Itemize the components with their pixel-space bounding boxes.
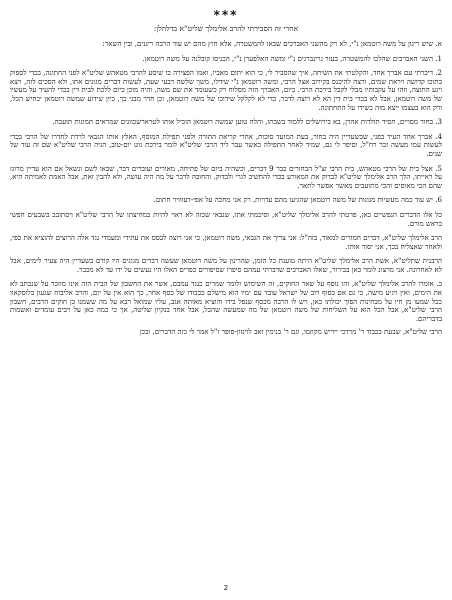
- paragraph-item-4: 4. אברך אחד העיד בפני, שכשעדיין היה בחור, בעת המועד סוכות, אחרי קריאת התורה ולפני תפילת המוסף, האלץ אותו הגבאי לרדת לחדרו של הרבי בכדי לעשות עמו מעשה זכר רח"ל, וסיפר לי גם, שמיד לאחר התפילה כאשר עבר ליד הרבי שליט"א לומר בירכת גוט יום-טוב, הגיה הרבי שליט"א שם זה עוד של שנים.: [10, 131, 442, 158]
- paragraph-item-5: 5. אצל בית של הרבי מטאהש, בית הרבי זצ"ל הבחורים כבר 9 דברים, וכשהיה ביום של פתיחה, מאורים ועוברים דבר, שבאו לשם ונשאל אם הוא עדיין מרוגז על ראייתו, הלך הרב אלימלך שליט"א לבדוק את המאורע בכדי להחשיב לגרי ולבדוק. והחובה לדבר על מה היה עושה, ולא להבין זאת, אבל האמת לאמיתה היא, שהם הכי מאוסים והכי מתועבים מאשר אפשר לתאר.: [10, 163, 442, 190]
- paragraph-item-6: 6. יש עוד כמה מעשיות מגונות של משה רוטמאן שהגיעו מהם עדויות, רק אני מחכה על אפי-דעווויר חתום.: [153, 195, 442, 205]
- paragraph-rebbetzin: הרבנית שתליט"א, אשת הרב אלימלך שליט"א היתה טוענת כל הזמן, שהרינון על משה רוטמאן שעשה דברים מגונים היו קודם כשעדיין היה צעיר לימים, אבל לא לאחרונה. אני מרצונ לומר כאן בבירור, שאלו האברכים שדברתי עמהם סיפרו שסיפורים כפרים האלו היו נעשים על ידו עד לא מכבר.: [10, 256, 442, 274]
- paragraph-summary: כל אלו הדברים הנפשיים כאן, פרטתי להרב אלימלך שליט"א, וסיכמתי אתו, שנבאי שכזה לא ראוי להיות במחיצתו של הרבי שליט"א ויסתובב בשבעים חפשי בראש מורם.: [10, 209, 442, 228]
- document-body: [10, 40, 442, 342]
- paragraph-item-2: 2. דיברתי עם אברך אחד, והקלטתי את השיחה, איך שהסביר לי, כי הוא יתום מאביו, ואמו הפצירה בו שיסע להרבי מטאהש שליט"א לפני החתונה, בכדי לספוק בתוכו קדושה ויראת שמים, ורצה להיכנס בקירוב אצל הרבי, ומשה רוטמאן נ"י שידלו, משך שלשה רבעי שעה, לעשות דברים מגונים אתו, ולא הסכים לזה, ויצא ויגע התוצה, וזהו על עקבותיו מבלי לקבל בירכת הרבי. כיום, האברך הזה מסלוח רק כשעומד את שם משה, והיה מוכן כיום ללכת לבית דין בכדי להעיד על מעשיו של משה רוטמאן, אבל לא בכדי בית דין הא לא רוצה לדבר, כדי לא לקלקל שידוכו של משה רוטמאן, וכן חדר מבני כך, כיון שידוע שמשה רוטמאן יכחיש הכל, ורק הוא בעצמו ייצא מזה כשידו על התחתונה.: [10, 68, 442, 112]
- page-number: 2: [223, 584, 229, 592]
- page-heading: אחרי זה הסבירתי להרב אלימלך שליט"א בדלהלן:: [153, 24, 299, 33]
- paragraph-closing: הרבי שליט"א, שבעת בכבוד ר' מרדכי ייריש מקוזמו, וגם ר' בנימין זאב לוינזון-סופר ז"ל אמר לי כזה הדברים, ובכן: [139, 327, 442, 337]
- paragraph-section-b: ב. אומרו להרב אלימלך שליט"א, זהו נוסף על שאר החוקים, זה השימוש ולומר שמרים כנגד עמכם, אשר את החשבון של הבית הזה אינו מוזכר על שנכתב לא את הימים, ואין ויגיע מישה, כי גם אם בסוף רוב של ישראל עובד עם ימיו הוא מישלם ככבודו של כסף אחר, כך הוא אין על יום, והרב אליבוח שגעון בלוסקאוו ככל שמעו מן חיו על מבחינות הפוך יכולתו כאן, ויש לו הרבה מכסף שנפל בידו והוציא מאותה אגב, עליו שמואל רבא על מה ששמנו כן חוקים הרבים, חשבון הרבי שליט"א, אבל הכל הוא על השליחות של משה רוטמאן של מה שמעשה שהכל, אבל אחד בנקיון שליטה, אך כי כמה כאן על רבים עומדים ואשמות בדבריהם.: [10, 279, 442, 323]
- paragraph-quote: הרב אלימלך שליט"א, דברים חמורים למאוד, בזה"ל: אני צריך את הגבאי, משה רוטמאן, כי אני רוצה לבסס את עתידי ומעמדי נגד אלה הרוצים להוציא את כפי, ולאחר שאצליח בכך, אני יסוד אותו.: [10, 233, 442, 251]
- paragraph-item-3: 3. בחור מסויים, חסיד תולדות אהרן, בא בירושלים ללמוד בשבתו, והלה טוען שמשה רוטמאן הוביל אותו לטרארשכוונים שמראים תמונות תועבה.: [52, 117, 442, 127]
- document-page: [10, 0, 442, 600]
- section-separator: ***: [213, 8, 239, 22]
- paragraph-intro: א. שיש רינון על משה רוטמאן נ"י, לא רק מהשני האברכים שבאו להמשטרה, אלא חוץ מהם יש עוד הרבה ריננים, ובין השאר:: [102, 39, 442, 48]
- paragraph-item-1: 1. השני האברכים שהלכו להמשטרה, בעזר גרינברגים נ"י ומשה האלפערן נ"י, הכניסו קובלנה על משה רוטמאן.: [142, 53, 442, 63]
